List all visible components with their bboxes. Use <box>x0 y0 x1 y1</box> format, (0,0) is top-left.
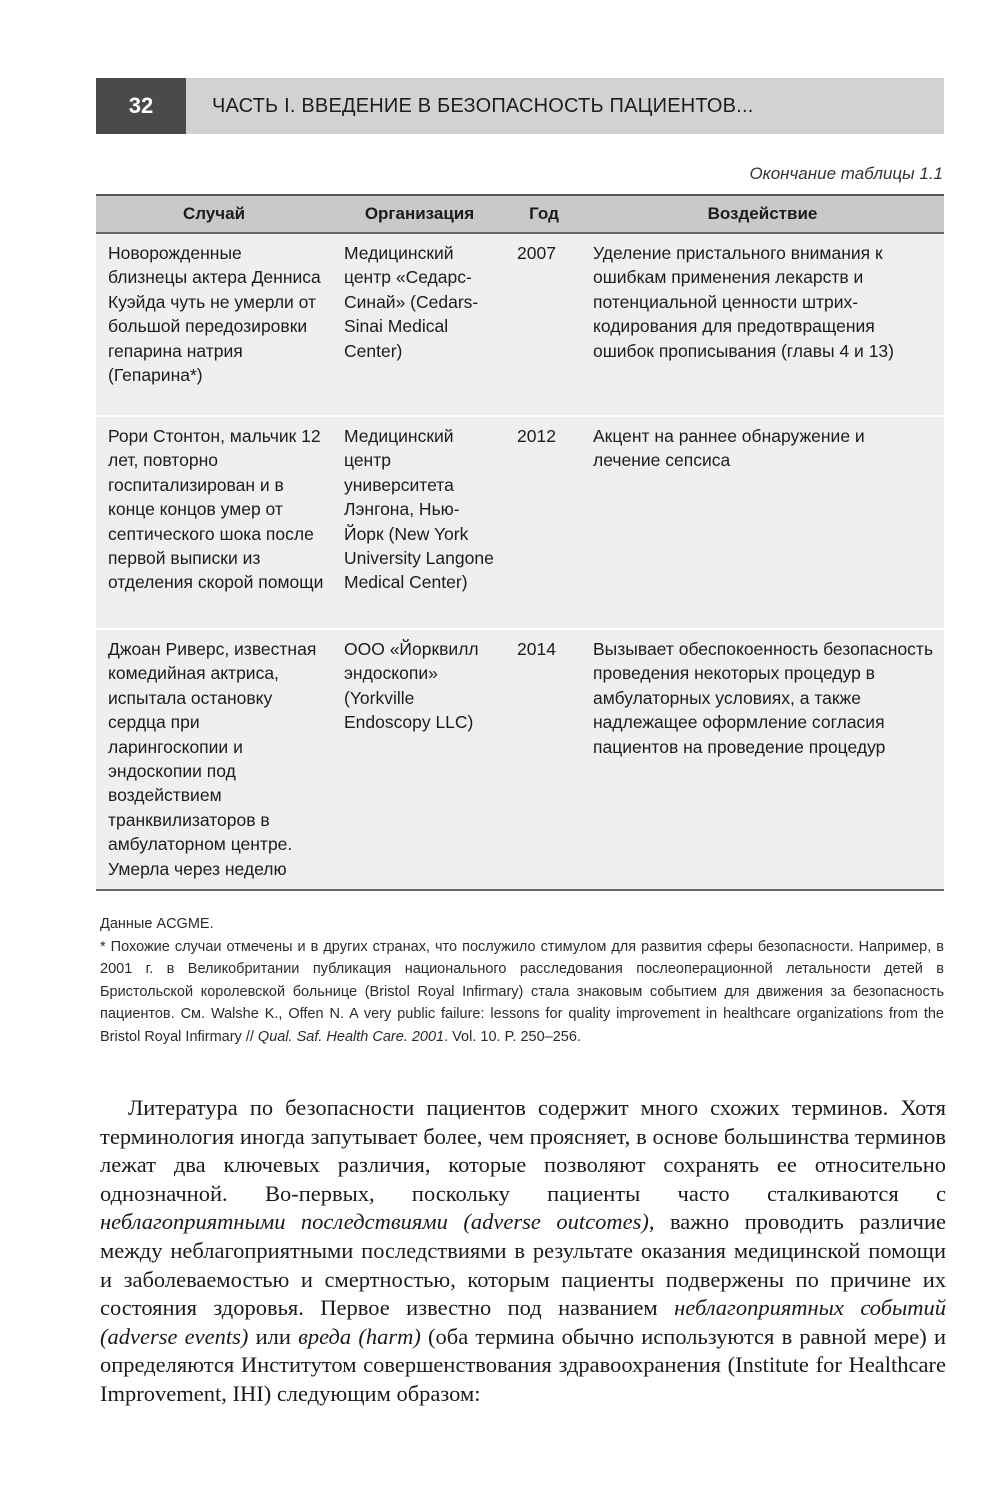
cell-case: Джоан Риверс, известная комедийная актриса, испытала остановку сердца при ларингоскопии и эндоскопии под воздействием транквилизаторов в амбулаторном центре. Умерла через неделю <box>96 629 332 890</box>
cell-year: 2014 <box>507 629 581 890</box>
source-note: Данные ACGME. <box>100 916 214 932</box>
table-header-row <box>96 195 944 233</box>
footnote-text: * Похожие случаи отмечены и в других странах, что послужило стимулом для развития сферы безопасности. Например, в 2001 г. в Великобритании публикация национального расследования послеоперационной летальности детей в Бристольской королевской больнице (Bristol Royal Infirmary) стала знаковым событием для движения за безопасность пациентов. См. Walshe K., Offen N. A very public failure: lessons for quality improvement in healthcare organizations from the Bristol Royal Infirmary // <box>100 938 944 1045</box>
cell-organization: Медицинский центр «Седарс-Синай» (Cedars-Sinai Medical Center) <box>332 233 507 416</box>
body-text-run: , важно проводить различие между неблагоприятными последствиями в результате оказания медицинской помощи и заболеваемостью и смертностью, которым пациенты подвержены по причине их состояния здоровья. Первое известно под названием <box>100 1209 946 1321</box>
footnote <box>100 936 944 1049</box>
cell-year: 2012 <box>507 416 581 629</box>
column-header-year: Год <box>507 195 581 233</box>
body-text <box>100 1094 946 1409</box>
cell-year: 2007 <box>507 233 581 416</box>
running-title: ЧАСТЬ I. ВВЕДЕНИЕ В БЕЗОПАСНОСТЬ ПАЦИЕНТОВ... <box>212 94 754 117</box>
cell-impact: Уделение пристального внимания к ошибкам применения лекарств и потенциальной ценности штрих-кодирования для предотвращения ошибок прописывания (главы 4 и 13) <box>581 233 944 416</box>
footnote-journal: Qual. Saf. Health Care. 2001 <box>257 1028 445 1045</box>
cell-organization: ООО «Йорквилл эндоскопи» (Yorkville Endoscopy LLC) <box>332 629 507 890</box>
body-paragraph <box>100 1094 946 1409</box>
table-row <box>96 416 944 629</box>
cell-impact: Вызывает обеспокоенность безопасность проведения некоторых процедур в амбулаторных условиях, а также надлежащее оформление согласия пациентов на проведение процедур <box>581 629 944 890</box>
body-text-run: или <box>248 1323 299 1349</box>
column-header-organization: Организация <box>332 195 507 233</box>
page-number: 32 <box>96 78 186 134</box>
term-harm: вреда (harm) <box>298 1323 421 1349</box>
cell-case: Новорожденные близнецы актера Денниса Куэйда чуть не умерли от большой передозировки гепарина натрия (Гепарина*) <box>96 233 332 416</box>
column-header-impact: Воздействие <box>581 195 944 233</box>
table-row <box>96 233 944 416</box>
term-adverse-events: неблагоприятных событий (adverse events) <box>100 1295 947 1349</box>
table-notes <box>100 913 944 1049</box>
cell-impact: Акцент на раннее обнаружение и лечение сепсиса <box>581 416 944 629</box>
column-header-case: Случай <box>96 195 332 233</box>
cell-organization: Медицинский центр университета Лэнгона, Нью-Йорк (New York University Langone Medical Center) <box>332 416 507 629</box>
body-text-run: (оба термина обычно используются в равной мере) и определяются Институтом совершенствования здравоохранения (Institute for Healthcare Improvement, IHI) следующим образом: <box>100 1323 946 1406</box>
table-caption: Окончание таблицы 1.1 <box>749 164 943 183</box>
table-row <box>96 629 944 890</box>
cases-table <box>96 194 944 891</box>
term-adverse-outcomes: неблагоприятными последствиями (adverse outcomes) <box>100 1209 649 1235</box>
cell-case: Рори Стонтон, мальчик 12 лет, повторно госпитализирован и в конце концов умер от септического шока после первой выписки из отделения скорой помощи <box>96 416 332 629</box>
body-text-run: Литература по безопасности пациентов содержит много схожих терминов. Хотя терминология иногда запутывает более, чем проясняет, в основе большинства терминов лежат два ключевых различия, которые позволяют сохранять ее относительно однозначной. Во-первых, поскольку пациенты часто сталкиваются с <box>100 1095 946 1206</box>
running-header <box>96 78 944 134</box>
footnote-tail: . Vol. 10. P. 250–256. <box>444 1028 581 1045</box>
